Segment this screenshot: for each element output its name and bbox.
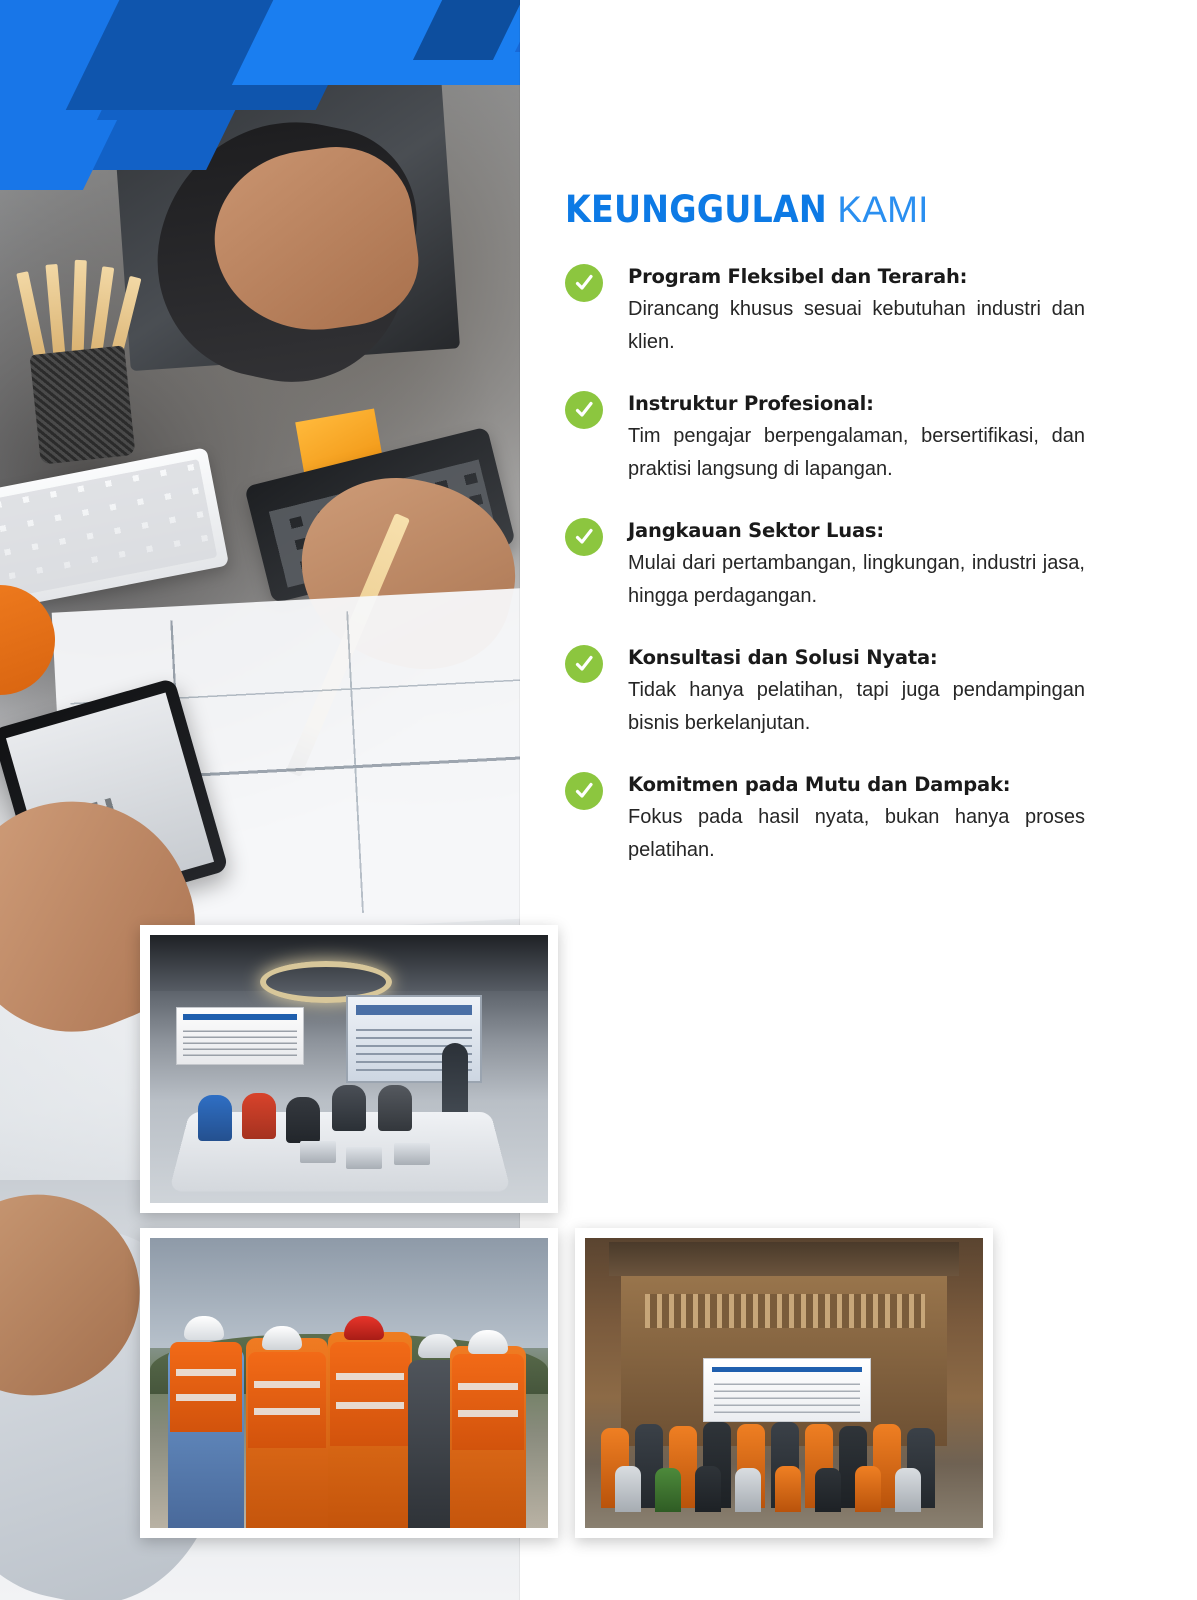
advantages-list bbox=[565, 262, 1085, 897]
list-item bbox=[565, 770, 1085, 866]
field-workers-safety-vest-photo bbox=[150, 1238, 548, 1528]
check-circle-icon bbox=[565, 391, 603, 429]
list-item bbox=[565, 389, 1085, 485]
check-circle-icon bbox=[565, 518, 603, 556]
advantage-description: Mulai dari pertambangan, lingkungan, industri jasa, hingga perdagangan. bbox=[628, 552, 1085, 607]
page-title-bold: KEUNGGULAN bbox=[565, 188, 827, 231]
advantage-description: Tim pengajar berpengalaman, bersertifikasi, dan praktisi langsung di lapangan. bbox=[628, 425, 1085, 480]
list-item bbox=[565, 643, 1085, 739]
photo-card-site-workers bbox=[140, 1228, 558, 1538]
advantage-description: Dirancang khusus sesuai kebutuhan industri dan klien. bbox=[628, 298, 1085, 353]
keyboard-shape bbox=[0, 447, 229, 612]
check-circle-icon bbox=[565, 645, 603, 683]
page-title-light: KAMI bbox=[837, 189, 929, 230]
training-meeting-room-photo bbox=[150, 935, 548, 1203]
advantage-title: Program Fleksibel dan Terarah: bbox=[628, 265, 968, 288]
photo-card-group bbox=[575, 1228, 993, 1538]
orange-object-shape bbox=[0, 585, 55, 695]
advantage-title: Jangkauan Sektor Luas: bbox=[628, 519, 884, 543]
list-item bbox=[565, 516, 1085, 612]
advantage-title: Konsultasi dan Solusi Nyata: bbox=[628, 646, 938, 670]
page-title bbox=[565, 188, 929, 231]
advantage-description: Fokus pada hasil nyata, bukan hanya proses pelatihan. bbox=[628, 806, 1085, 861]
pencil-cup bbox=[25, 270, 145, 460]
group-photo-wooden-building bbox=[585, 1238, 983, 1528]
check-circle-icon bbox=[565, 772, 603, 810]
advantage-title: Komitmen pada Mutu dan Dampak: bbox=[628, 773, 1011, 797]
list-item bbox=[565, 262, 1085, 358]
advantage-description: Tidak hanya pelatihan, tapi juga pendampingan bisnis berkelanjutan. bbox=[628, 679, 1085, 734]
check-circle-icon bbox=[565, 264, 603, 302]
photo-card-meeting bbox=[140, 925, 558, 1213]
advantage-title: Instruktur Profesional: bbox=[628, 392, 874, 416]
